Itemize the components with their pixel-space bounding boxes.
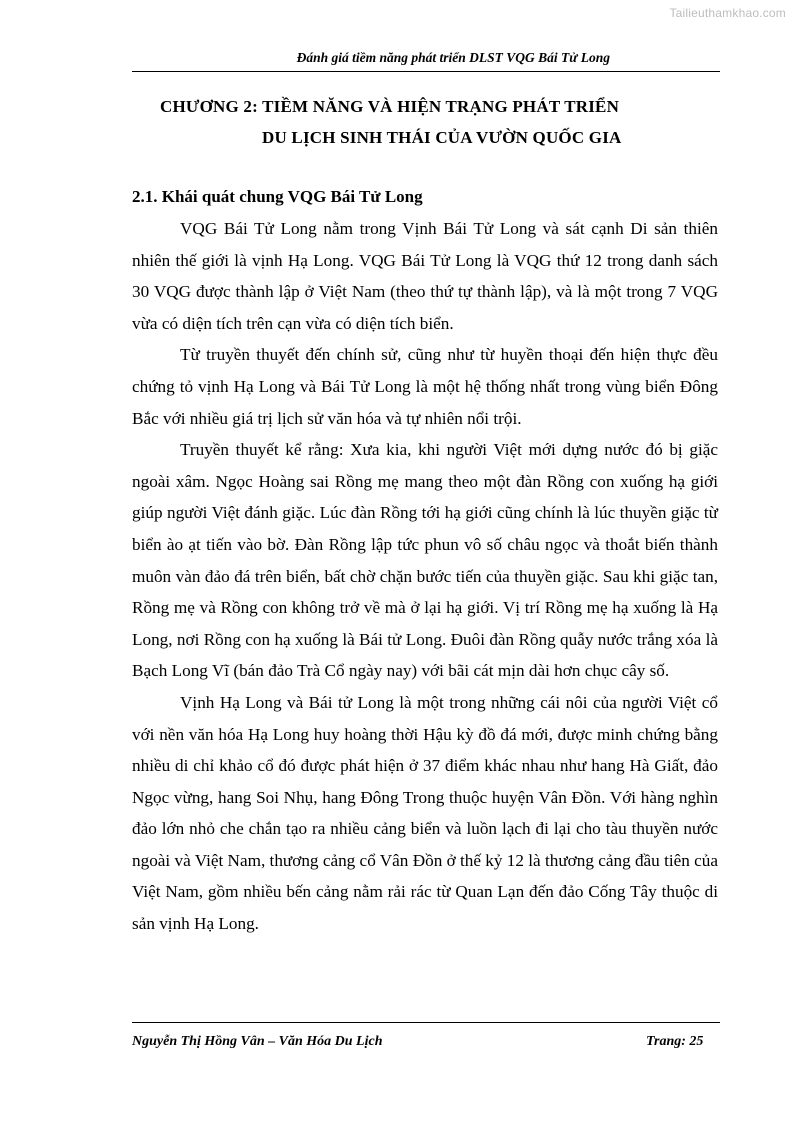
section-heading: 2.1. Khái quát chung VQG Bái Tử Long [132,187,423,206]
body-text [132,213,718,940]
footer-author: Nguyễn Thị Hồng Vân – Văn Hóa Du Lịch [132,1034,383,1049]
running-header: Đánh giá tiềm năng phát triển DLST VQG Bái Tử Long [296,50,610,65]
paragraph-4: Vịnh Hạ Long và Bái tử Long là một trong những cái nôi của người Việt cổ với nền văn hóa Hạ Long huy hoàng thời Hậu kỳ đồ đá mới, được minh chứng bằng nhiều di chỉ khảo cổ đó được phát hiện ở 37 điểm khác nhau như hang Hà Giất, đảo Ngọc vừng, hang Soi Nhụ, hang Đông Trong thuộc huyện Vân Đồn. Với hàng nghìn đảo lớn nhỏ che chắn tạo ra nhiều cảng biển và luồn lạch đi lại cho tàu thuyền nước ngoài và Việt Nam, thương cảng cổ Vân Đồn ở thế kỷ 12 là thương cảng đầu tiên của Việt Nam, gồm nhiều bến cảng nằm rải rác từ Quan Lạn đến đảo Cống Tây thuộc di sản vịnh Hạ Long. [132,692,718,934]
chapter-title-line-1: CHƯƠNG 2: TIỀM NĂNG VÀ HIỆN TRẠNG PHÁT TRIỂN [160,97,620,116]
paragraph-2: Từ truyền thuyết đến chính sử, cũng như từ huyền thoại đến hiện thực đều chứng tỏ vịnh Hạ Long và Bái Tử Long là một hệ thống nhất trong vùng biển Đông Bắc với nhiều giá trị lịch sử văn hóa và tự nhiên nổi trội. [132,345,718,428]
footer-divider [132,1022,720,1023]
header-divider [132,71,720,72]
paragraph-1: VQG Bái Tử Long nằm trong Vịnh Bái Tử Long và sát cạnh Di sản thiên nhiên thế giới là vịnh Hạ Long. VQG Bái Tử Long là VQG thứ 12 trong danh sách 30 VQG được thành lập ở Việt Nam (theo thứ tự thành lập), và là một trong 7 VQG vừa có diện tích trên cạn vừa có diện tích biển. [132,219,718,333]
chapter-title-line-2: DU LỊCH SINH THÁI CỦA VƯỜN QUỐC GIA [262,128,622,147]
watermark-text: Tailieuthamkhao.com [669,6,786,20]
footer-page-number: Trang: 25 [646,1034,704,1049]
paragraph-3: Truyền thuyết kể rằng: Xưa kia, khi người Việt mới dựng nước đó bị giặc ngoài xâm. Ngọc Hoàng sai Rồng mẹ mang theo một đàn Rồng con xuống hạ giới giúp người Việt đánh giặc. Lúc đàn Rồng tới hạ giới cũng chính là lúc thuyền giặc từ biển ào ạt tiến vào bờ. Đàn Rồng lập tức phun vô số châu ngọc và thoắt biến thành muôn vàn đảo đá trên biển, bất chờ chặn bước tiến của thuyền giặc. Sau khi giặc tan, Rồng mẹ và Rồng con không trở về mà ở lại hạ giới. Vị trí Rồng mẹ hạ xuống là Hạ Long, nơi Rồng con hạ xuống là Bái tử Long. Đuôi đàn Rồng quẫy nước trắng xóa là Bạch Long Vĩ (bán đảo Trà Cổ ngày nay) với bãi cát mịn dài hơn chục cây số. [132,440,718,681]
